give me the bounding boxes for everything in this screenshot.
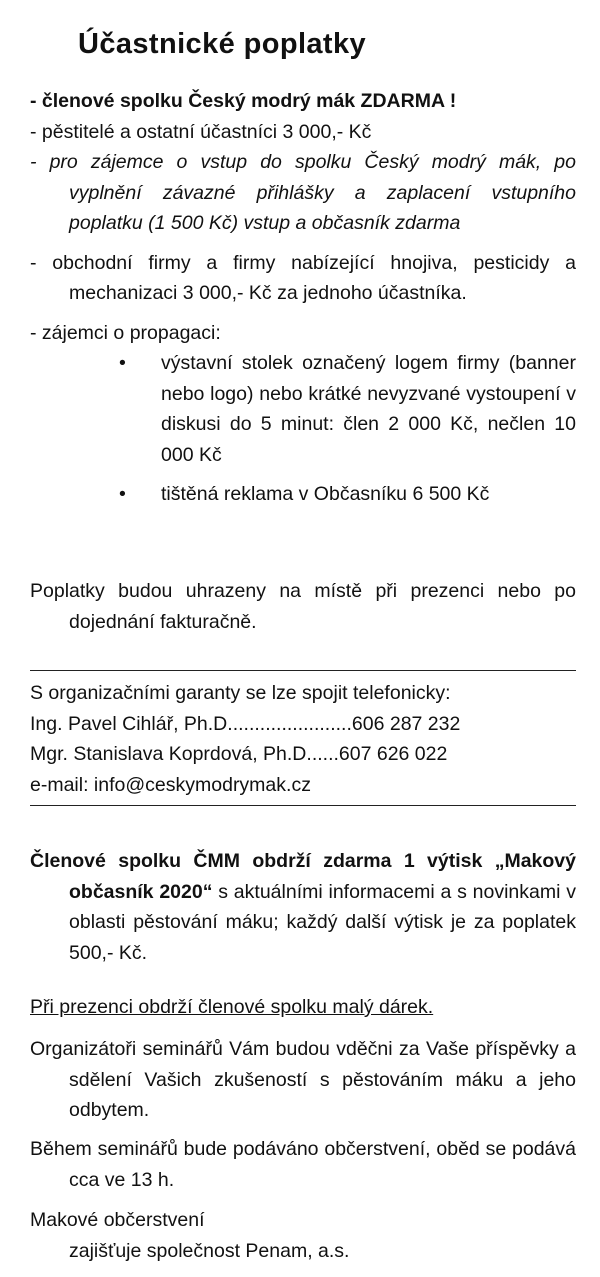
contact-phone[interactable]: 606 287 232 <box>351 712 461 735</box>
contact-email[interactable]: e-mail: info@ceskymodrymak.cz <box>30 773 311 796</box>
thanks-note: Organizátoři seminářů Vám budou vděčni za Vaše příspěvky a sdělení Vašich zkušeností s pěstováním máku a jeho odbytem. <box>30 1038 576 1121</box>
poppy-refreshment-note <box>30 1205 576 1266</box>
contacts-intro: S organizačními garanty se lze spojit telefonicky: <box>30 682 451 704</box>
fee-prospective-members: - pro zájemce o vstup do spolku Český modrý mák, po vyplnění závazné přihlášky a zaplacení vstupního poplatku (1 500 Kč) vstup a občasník zdarma <box>30 151 576 234</box>
poppy-refreshment-sponsor: zajišťuje společnost Penam, a.s. <box>69 1239 350 1262</box>
refreshments-note: Během seminářů bude podáváno občerstvení, oběd se podává cca ve 13 h. <box>30 1138 576 1191</box>
contacts-box <box>30 670 576 806</box>
contact-row <box>30 739 576 770</box>
contact-phone[interactable]: 607 626 022 <box>338 743 448 765</box>
fee-growers: - pěstitelé a ostatní účastníci 3 000,- Kč <box>30 120 372 143</box>
bullet-icon: • <box>119 483 126 505</box>
promotion-option <box>69 479 576 510</box>
contact-name: Mgr. Stanislava Koprdová, Ph.D. <box>30 743 312 765</box>
dot-leader: ...................... <box>232 712 352 735</box>
dot-leader: ..... <box>311 743 339 765</box>
gift-note: Při prezenci obdrží členové spolku malý dárek. <box>30 996 434 1018</box>
fee-firms: - obchodní firmy a firmy nabízející hnojiva, pesticidy a mechanizaci 3 000,- Kč za jednoho účastníka. <box>30 251 576 304</box>
newsletter-note <box>30 846 576 968</box>
payment-note: Poplatky budou uhrazeny na místě při prezenci nebo po dojednání fakturačně. <box>30 580 576 633</box>
promotion-options <box>69 348 576 510</box>
promotion-intro: - zájemci o propagaci: <box>30 321 221 344</box>
promotion-option-text: tištěná reklama v Občasníku 6 500 Kč <box>161 483 490 505</box>
poppy-refreshment-line: Makové občerstvení <box>30 1209 205 1231</box>
fee-promotion <box>30 318 576 510</box>
promotion-option-text: výstavní stolek označený logem firmy (banner nebo logo) nebo krátké nevyzvané vystoupení v diskusi do 5 minut: člen 2 000 Kč, nečlen 10 000 Kč <box>161 352 576 466</box>
newsletter-bold: Členové spolku ČMM obdrží zdarma 1 výtisk „Makový občasník 2020“ <box>30 850 576 903</box>
promotion-option <box>69 348 576 470</box>
contact-name: Ing. Pavel Cihlář, Ph.D. <box>30 712 233 735</box>
bullet-icon: • <box>119 352 126 374</box>
contact-row <box>30 709 576 740</box>
fee-members-free: - členové spolku Český modrý mák ZDARMA ! <box>30 90 457 112</box>
fees-list <box>30 86 576 510</box>
page-title: Účastnické poplatky <box>78 28 367 60</box>
newsletter-rest: s aktuálními informacemi a s novinkami v oblasti pěstování máku; každý další výtisk je za poplatek 500,- Kč. <box>69 880 576 964</box>
